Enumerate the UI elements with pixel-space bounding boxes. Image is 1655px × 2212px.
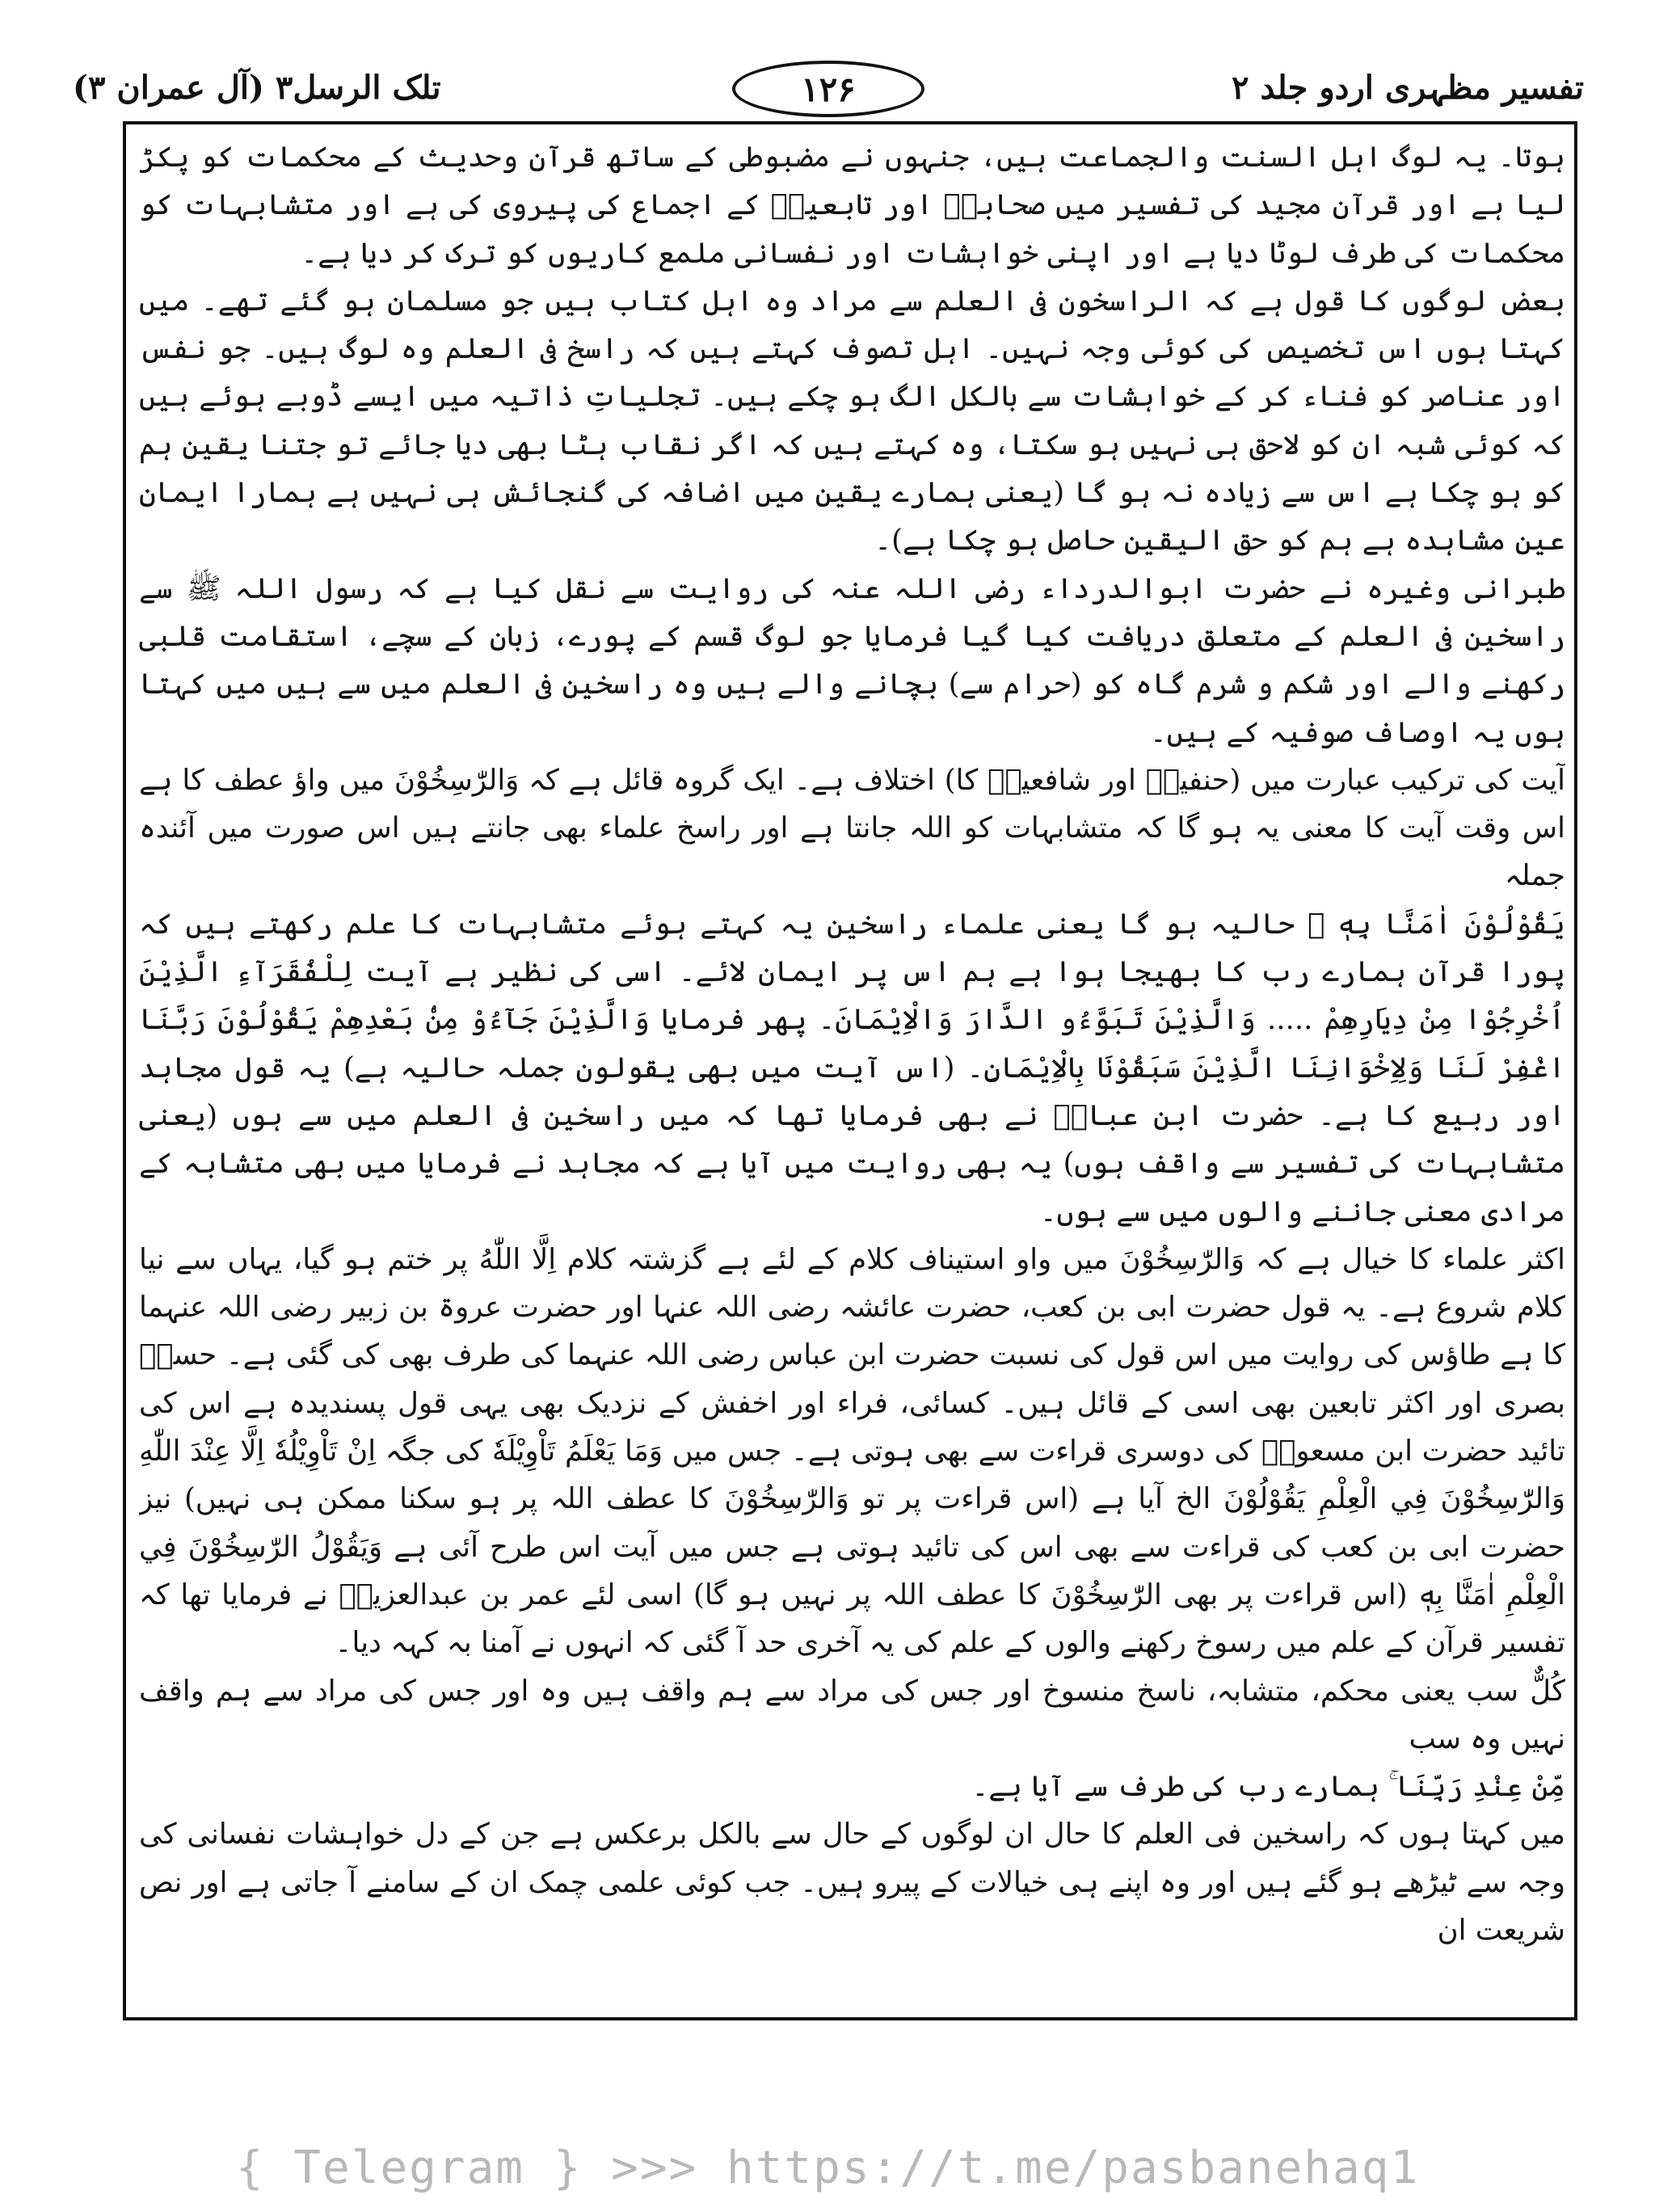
paragraph-1: ہوتا۔ یہ لوگ اہل السنت والجماعت ہیں، جنہوں نے مضبوطی کے ساتھ قرآن وحدیث کے محکمات کو پکڑ لیا ہے اور قرآن مجید کی تفسیر میں صحابہؓ اور تابعینؒ کے اجماع کی پیروی کی ہے اور متشابہات کو محکمات کی طرف لوٹا دیا ہے اور اپنی خواہشات اور نفسانی ملمع کاریوں کو ترک کر دیا ہے۔ bbox=[139, 141, 1565, 270]
paragraph-7: كُلٌّ سب یعنی محکم، متشابہ، ناسخ منسوخ اور جس کی مراد سے ہم واقف ہیں وہ اور جس کی مراد سے ہم واقف نہیں وہ سب bbox=[139, 1674, 1565, 1755]
paragraph-9: میں کہتا ہوں کہ راسخین فی العلم کا حال ان لوگوں کے حال سے بالکل برعکس ہے جن کے دل خواہشات نفسانی کی وجہ سے ٹیڑھے ہو گئے ہیں اور وہ اپنے ہی خیالات کے پیرو ہیں۔ جب کوئی علمی چمک ان کے سامنے آ جاتی ہے اور نص شریعت ان bbox=[139, 1818, 1565, 1947]
page-number-oval bbox=[732, 61, 924, 117]
paragraph-4: آیت کی ترکیب عبارت میں (حنفیہؒ اور شافعیہؒ کا) اختلاف ہے۔ ایک گروہ قائل ہے کہ وَالرّٰسِخُوْنَ میں واؤ عطف کا ہے اس وقت آیت کا معنی یہ ہو گا کہ متشابہات کو اللہ جانتا ہے اور راسخ علماء بھی جانتے ہیں اس صورت میں آئندہ جملہ bbox=[139, 763, 1565, 893]
paragraph-5: يَقُوْلُوْنَ اٰمَنَّا بِهٖ ۙ حالیہ ہو گا یعنی علماء راسخین یہ کہتے ہوئے متشابہات کا علم رکھتے ہیں کہ پورا قرآن ہمارے رب کا بھیجا ہوا ہے ہم اس پر ایمان لائے۔ اسی کی نظیر ہے آیت لِلْفُقَرَآءِ الَّذِيْنَ اُخْرِجُوْا مِنْ دِيَارِهِمْ ..... وَالَّذِيْنَ تَبَوَّءُو الدَّارَ وَالْاِيْمَانَ۔ پھر فرمایا وَالَّذِيْنَ جَآءُوْ مِنْۢ بَعْدِهِمْ يَقُوْلُوْنَ رَبَّنَا اغْفِرْ لَنَا وَلِاِخْوَانِنَا الَّذِيْنَ سَبَقُوْنَا بِالْاِيْمَانِ۔ (اس آیت میں بھی یقولون جملہ حالیہ ہے) یہ قول مجاہد اور ربیع کا ہے۔ حضرت ابن عباسؓ نے بھی فرمایا تھا کہ میں راسخین فی العلم میں سے ہوں (یعنی متشابہات کی تفسیر سے واقف ہوں) یہ بھی روایت میں آیا ہے کہ مجاہد نے فرمایا میں بھی متشابہ کے مرادی معنی جاننے والوں میں سے ہوں۔ bbox=[139, 907, 1565, 1228]
book-title: تفسیر مظہری اردو جلد ۲ bbox=[1232, 69, 1584, 107]
chapter-title: تلک الرسل۳ (آل عمران ۳) bbox=[73, 69, 441, 107]
paragraph-6: اکثر علماء کا خیال ہے کہ وَالرّٰسِخُوْنَ میں واو استیناف کلام کے لئے ہے گزشتہ کلام اِلَّا اللّٰهُ پر ختم ہو گیا، یہاں سے نیا کلام شروع ہے۔ یہ قول حضرت ابی بن کعب، حضرت عائشہ رضی اللہ عنہا اور حضرت عروۃ بن زبیر رضی اللہ عنہما کا ہے طاؤس کی روایت میں اس قول کی نسبت حضرت ابن عباس رضی اللہ عنہما کی طرف بھی کی گئی ہے۔ حسنؒ بصری اور اکثر تابعین بھی اسی کے قائل ہیں۔ کسائی، فراء اور اخفش کے نزدیک بھی یہی قول پسندیدہ ہے اس کی تائید حضرت ابن مسعودؓ کی دوسری قراءت سے بھی ہوتی ہے۔ جس میں وَمَا يَعْلَمُ تَاْوِيْلَهٗ کی جگہ اِنْ تَاْوِيْلُهٗ اِلَّا عِنْدَ اللّٰهِ وَالرّٰسِخُوْنَ فِي الْعِلْمِ يَقُوْلُوْنَ الخ آیا ہے (اس قراءت پر تو وَالرّٰسِخُوْنَ کا عطف اللہ پر ہو سکنا ممکن ہی نہیں) نیز حضرت ابی بن کعب کی قراءت سے بھی اس کی تائید ہوتی ہے جس میں آیت اس طرح آئی ہے وَيَقُوْلُ الرّٰسِخُوْنَ فِي الْعِلْمِ اٰمَنَّا بِهٖ (اس قراءت پر بھی الرّٰسِخُوْنَ کا عطف اللہ پر نہیں ہو گا) اسی لئے عمر بن عبدالعزیزؒ نے فرمایا تھا کہ تفسیر قرآن کے علم میں رسوخ رکھنے والوں کے علم کی یہ آخری حد آ گئی کہ انہوں نے آمنا بہ کہہ دیا۔ bbox=[139, 1242, 1565, 1660]
page-header bbox=[73, 61, 1584, 125]
body-text bbox=[139, 133, 1565, 2016]
paragraph-8: مِّنْ عِنْدِ رَبِّنَا ۚ ہمارے رب کی طرف سے آیا ہے۔ bbox=[971, 1770, 1565, 1804]
page-number: ۱۲۶ bbox=[801, 69, 856, 109]
paragraph-3: طبرانی وغیرہ نے حضرت ابوالدرداء رضی اللہ عنہ کی روایت سے نقل کیا ہے کہ رسول اللہ ﷺ سے راسخین فی العلم کے متعلق دریافت کیا گیا فرمایا جو لوگ قسم کے پورے، زبان کے سچے، استقامت قلبی رکھنے والے اور شکم و شرم گاہ کو (حرام سے) بچانے والے ہیں وہ راسخین فی العلم میں سے ہیں میں کہتا ہوں یہ اوصاف صوفیہ کے ہیں۔ bbox=[139, 571, 1565, 749]
paragraph-2: بعض لوگوں کا قول ہے کہ الراسخون فی العلم سے مراد وہ اہل کتاب ہیں جو مسلمان ہو گئے تھے۔ میں کہتا ہوں اس تخصیص کی کوئی وجہ نہیں۔ اہل تصوف کہتے ہیں کہ راسخ فی العلم وہ لوگ ہیں۔ جو نفس اور عناصر کو فناء کر کے خواہشات سے بالکل الگ ہو چکے ہیں۔ تجلیاتِ ذاتیہ میں ایسے ڈوبے ہوئے ہیں کہ کوئی شبہ ان کو لاحق ہی نہیں ہو سکتا، وہ کہتے ہیں کہ اگر نقاب ہٹا بھی دیا جائے تو جتنا یقین ہم کو ہو چکا ہے اس سے زیادہ نہ ہو گا (یعنی ہمارے یقین میں اضافہ کی گنجائش ہی نہیں ہے ہمارا ایمان عین مشاہدہ ہے ہم کو حق الیقین حاصل ہو چکا ہے)۔ bbox=[139, 284, 1565, 558]
watermark-link: { Telegram } >>> https://t.me/pasbanehaq1 bbox=[235, 2142, 1420, 2194]
